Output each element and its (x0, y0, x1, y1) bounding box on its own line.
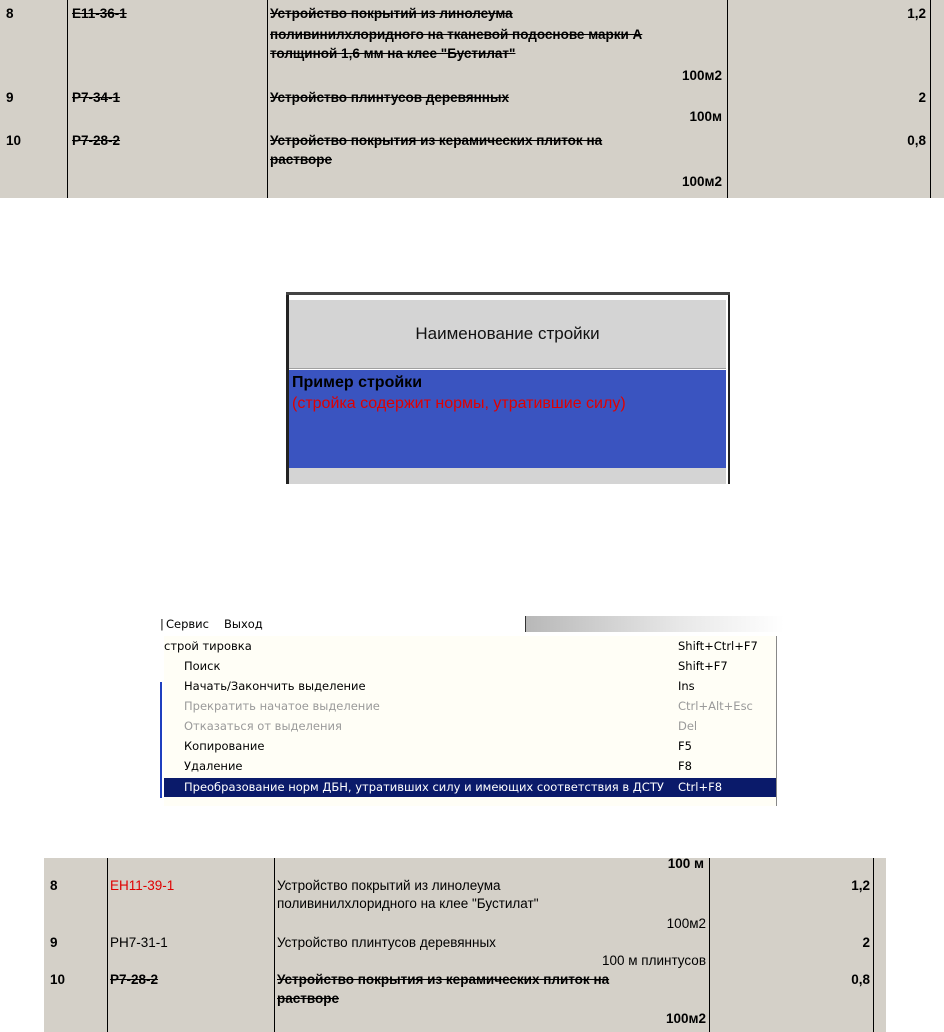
norm-code: ЕН11-39-1 (110, 878, 175, 893)
unit-of-measure: 100м2 (666, 916, 706, 931)
row-number: 9 (50, 935, 58, 950)
menu-item-label: Начать/Закончить выделение (184, 679, 366, 693)
menu-item-label: Копирование (184, 739, 265, 753)
unit-of-measure: 100м (689, 109, 722, 124)
menu-bar-gradient (526, 616, 784, 632)
quantity: 2 (918, 90, 926, 105)
work-description-line: Устройство плинтусов деревянных (270, 90, 509, 105)
quantity: 1,2 (907, 6, 926, 21)
menu-item-shortcut: F5 (678, 739, 692, 753)
selected-project-row[interactable] (289, 370, 726, 468)
menu-exit[interactable]: Выход (224, 617, 263, 631)
norm-code: Е11-36-1 (72, 6, 127, 21)
menu-item-label: строй тировка (164, 639, 252, 653)
menu-item-label: Удаление (184, 759, 243, 773)
norm-code: РН7-31-1 (110, 935, 168, 950)
row-number: 10 (50, 972, 66, 987)
menu-item-label: Поиск (184, 659, 221, 673)
quantity: 0,8 (907, 133, 926, 148)
table-row[interactable] (44, 872, 886, 934)
work-description-line: толщиной 1,6 мм на клее "Бустилат" (270, 46, 516, 61)
menu-item-sorting[interactable] (164, 637, 776, 656)
norm-code: Р7-28-2 (110, 972, 159, 987)
table-row[interactable] (0, 130, 944, 198)
menu-bar: | Сервис Выход (160, 616, 784, 632)
menu-item-shortcut: Ins (678, 679, 695, 693)
panel-right-border (728, 295, 730, 484)
menu-item-shortcut: F8 (678, 759, 692, 773)
norm-code: Р7-28-2 (72, 133, 121, 148)
menu-item-search[interactable] (164, 657, 776, 676)
menu-item-delete[interactable] (164, 757, 776, 776)
project-name: Пример стройки (292, 374, 423, 391)
menu-item-shortcut: Del (678, 719, 698, 733)
work-description-line: растворе (277, 991, 339, 1006)
previous-row-unit: 100 м (667, 856, 704, 871)
menu-item-toggle-selection[interactable] (164, 677, 776, 696)
row-number: 8 (6, 6, 14, 21)
work-description-line: Устройство плинтусов деревянных (277, 935, 496, 950)
menu-item-cancel-selection[interactable] (164, 717, 776, 736)
work-description-line: растворе (270, 152, 332, 167)
menu-item-label: Прекратить начатое выделение (184, 699, 380, 713)
menu-service[interactable]: Сервис (166, 617, 209, 631)
work-description-line: поливинилхлоридного на тканевой подоснове марки А (270, 27, 643, 42)
obsolete-norms-warning: (стройка содержит нормы, утратившие силу) (292, 395, 626, 412)
menu-item-stop-selection[interactable] (164, 697, 776, 716)
table-row[interactable] (0, 87, 944, 127)
next-row-placeholder (289, 468, 726, 484)
converted-estimate-table (44, 858, 886, 1032)
table-row[interactable] (0, 0, 944, 85)
norm-code: Р7-34-1 (72, 90, 121, 105)
panel-top-border (286, 292, 730, 295)
row-number: 8 (50, 878, 58, 893)
row-number: 9 (6, 90, 14, 105)
menu-item-shortcut: Ctrl+F8 (678, 780, 723, 794)
edit-dropdown-menu (164, 636, 777, 806)
row-number: 10 (6, 133, 22, 148)
unit-of-measure: 100 м плинтусов (601, 953, 706, 968)
unit-of-measure: 100м2 (681, 68, 722, 83)
project-name-column-header[interactable]: Наименование стройки (289, 300, 726, 369)
work-description-line: Устройство покрытия из керамических плиток на (270, 133, 603, 148)
old-estimate-table (0, 0, 944, 198)
unit-of-measure: 100м2 (681, 174, 722, 189)
quantity: 0,8 (851, 972, 870, 987)
project-list-panel (286, 292, 730, 484)
menu-screenshot (160, 616, 784, 806)
menu-item-shortcut: Shift+F7 (678, 659, 728, 673)
quantity: 1,2 (851, 878, 870, 893)
unit-of-measure: 100м2 (665, 1011, 706, 1026)
work-description-line: Устройство покрытия из керамических плиток на (277, 972, 610, 987)
work-description-line: Устройство покрытий из линолеума (277, 878, 501, 893)
table-row[interactable] (44, 934, 886, 970)
table-row[interactable] (44, 970, 886, 1032)
work-description-line: поливинилхлоридного на клее "Бустилат" (277, 896, 539, 911)
work-description-line: Устройство покрытий из линолеума (270, 6, 513, 21)
menu-item-shortcut: Ctrl+Alt+Esc (678, 699, 753, 713)
menu-item-convert-norms[interactable] (164, 778, 776, 797)
menu-item-label: Преобразование норм ДБН, утративших силу и имеющих соответствия в ДСТУ (184, 780, 664, 794)
menu-item-label: Отказаться от выделения (184, 719, 342, 733)
quantity: 2 (862, 935, 870, 950)
menu-item-copy[interactable] (164, 737, 776, 756)
window-edge (160, 682, 162, 798)
menu-item-shortcut: Shift+Ctrl+F7 (678, 639, 758, 653)
